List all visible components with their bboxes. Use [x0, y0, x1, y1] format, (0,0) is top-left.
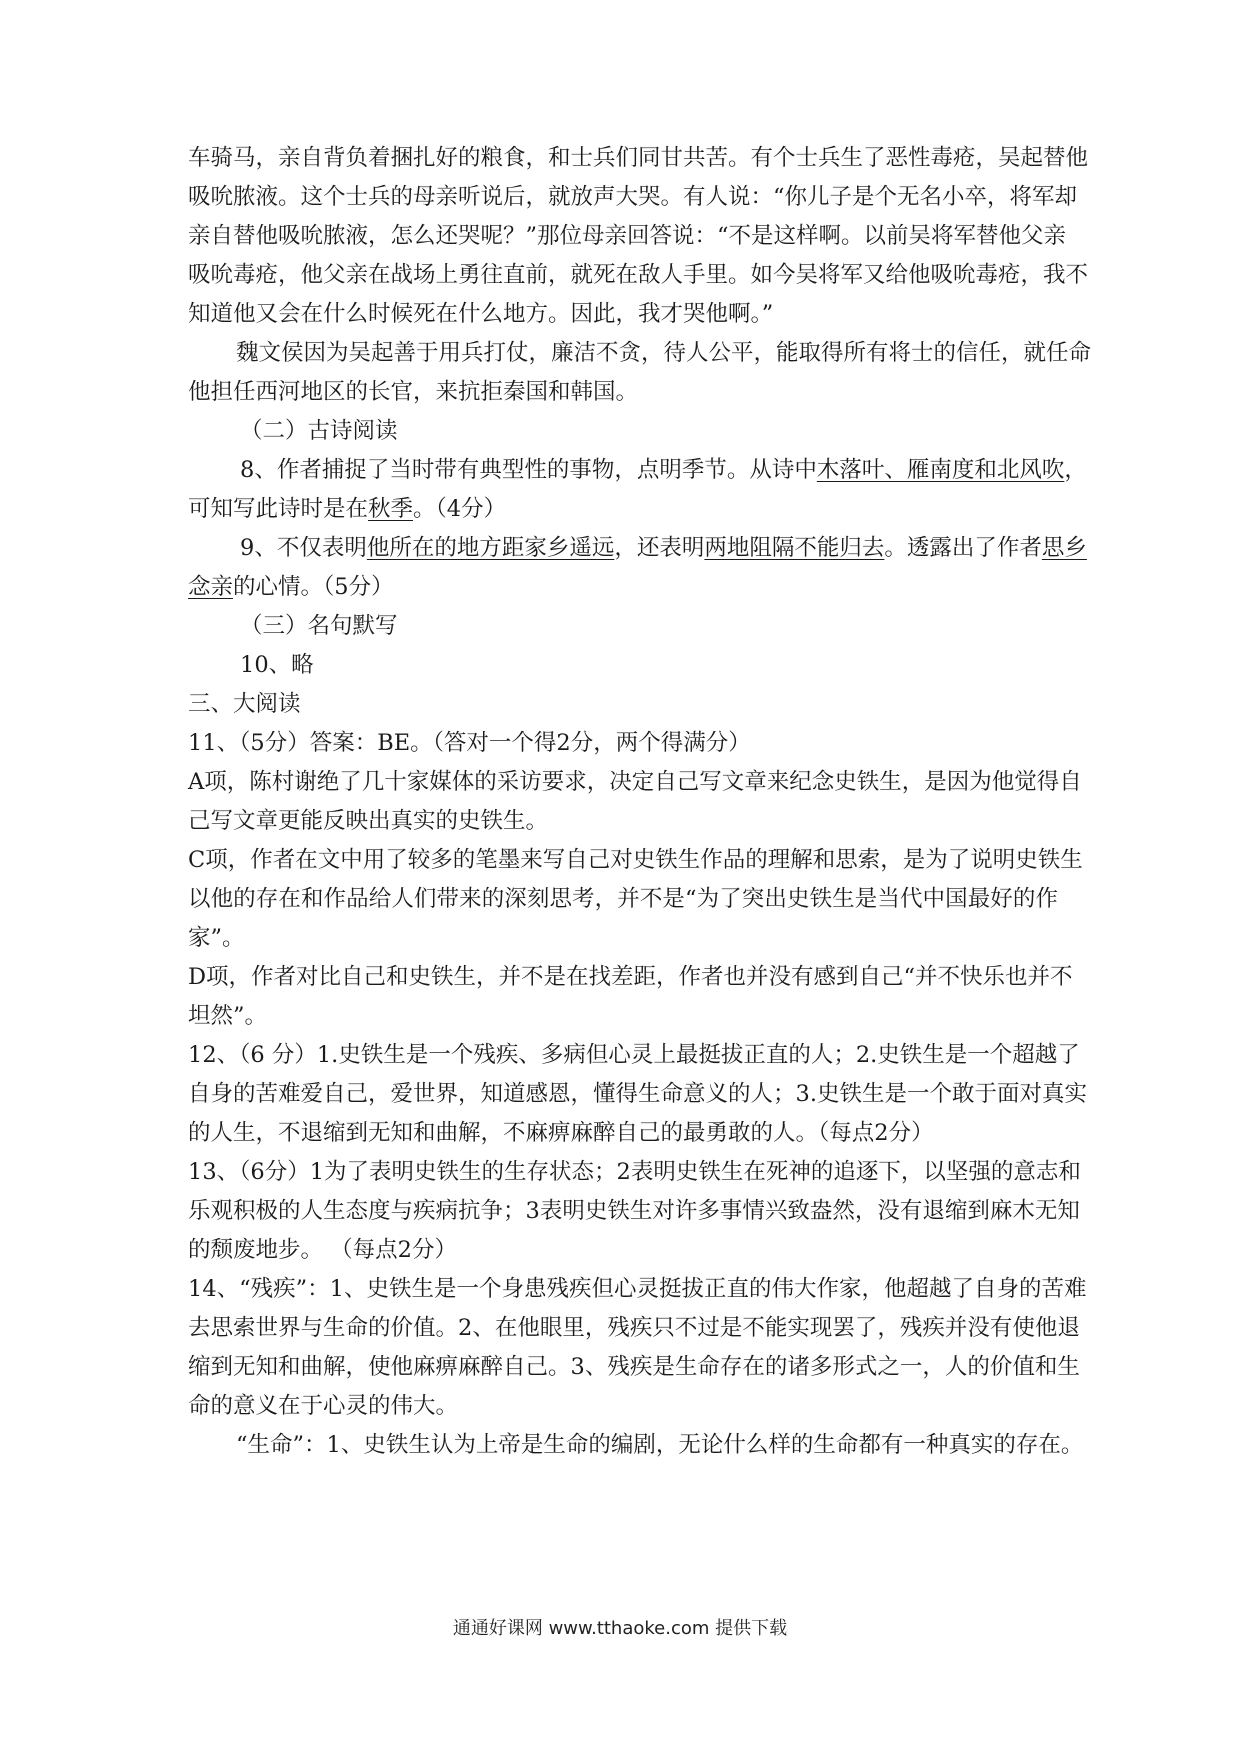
paragraph-line: 11、（5分）答案：BE。（答对一个得2分，两个得满分） [188, 730, 751, 756]
paragraph-line: 己写文章更能反映出真实的史铁生。 [188, 808, 549, 834]
answer-text: ，还表明 [614, 535, 705, 561]
answer-text: 8、作者捕捉了当时带有典型性的事物，点明季节。从诗中 [240, 457, 817, 483]
answer-9-line-2 [188, 572, 1058, 602]
answer-underlined: 念亲 [188, 574, 234, 600]
answer-8-line-1 [240, 455, 1087, 485]
paragraph-line: 去思索世界与生命的价值。2、在他眼里，残疾只不过是不能实现罢了，残疾并没有使他退 [188, 1315, 1080, 1341]
paragraph-line: 家”。 [188, 925, 245, 951]
paragraph-line: “生命”：1、史铁生认为上帝是生命的编剧，无论什么样的生命都有一种真实的存在。 [236, 1432, 1084, 1458]
paragraph-line: 乐观积极的人生态度与疾病抗争；3表明史铁生对许多事情兴致盎然，没有退缩到麻木无知 [188, 1198, 1080, 1224]
section-heading: 三、大阅读 [188, 691, 301, 717]
paragraph-line: D项，作者对比自己和史铁生，并不是在找差距，作者也并没有感到自己“并不快乐也并不 [188, 964, 1073, 990]
answer-text: 可知写此诗时是在 [188, 496, 369, 522]
paragraph-line: 他担任西河地区的长官，来抗拒秦国和韩国。 [188, 379, 639, 405]
paragraph-line: C项，作者在文中用了较多的笔墨来写自己对史铁生作品的理解和思索，是为了说明史铁生 [188, 847, 1083, 873]
answer-underlined: 思乡 [1041, 535, 1087, 561]
answer-text: 。（4分） [413, 496, 507, 522]
answer-underlined: 木落叶、雁南度和北风吹 [816, 457, 1065, 483]
paragraph-line: 命的意义在于心灵的伟大。 [188, 1393, 459, 1419]
paragraph-line: A项，陈村谢绝了几十家媒体的采访要求，决定自己写文章来纪念史铁生，是因为他觉得自 [188, 769, 1082, 795]
paragraph-line: 缩到无知和曲解，使他麻痹麻醉自己。3、残疾是生命存在的诸多形式之一，人的价值和生 [188, 1354, 1080, 1380]
paragraph-line: 13、（6分）1为了表明史铁生的生存状态；2表明史铁生在死神的追逐下，以坚强的意志和 [188, 1159, 1081, 1185]
paragraph-line: 坦然”。 [188, 1003, 268, 1029]
paragraph-line: 车骑马，亲自背负着捆扎好的粮食，和士兵们同甘共苦。有个士兵生了恶性毒疮，吴起替他 [188, 145, 1089, 171]
paragraph-line: 知道他又会在什么时候死在什么地方。因此，我才哭他啊。” [188, 301, 774, 327]
paragraph-line: 10、略 [240, 652, 314, 678]
answer-text: 。透露出了作者 [884, 535, 1042, 561]
paragraph-line: 的人生，不退缩到无知和曲解，不麻痹麻醉自己的最勇敢的人。（每点2分） [188, 1120, 934, 1146]
page-footer: 通通好课网 www.tthaoke.com 提供下载 [452, 1618, 788, 1639]
answer-8-line-2 [188, 494, 1058, 524]
paragraph-line: 亲自替他吸吮脓液，怎么还哭呢？”那位母亲回答说：“不是这样啊。以前吴将军替他父亲 [188, 223, 1067, 249]
answer-text: 的心情。（5分） [233, 574, 394, 600]
paragraph-line: 吸吮脓液。这个士兵的母亲听说后，就放声大哭。有人说：“你儿子是个无名小卒，将军却 [188, 184, 1078, 210]
paragraph-line: 的颓废地步。 （每点2分） [188, 1237, 457, 1263]
paragraph-line: 以他的存在和作品给人们带来的深刻思考，并不是“为了突出史铁生是当代中国最好的作 [188, 886, 1058, 912]
section-heading: （二）古诗阅读 [240, 418, 398, 444]
paragraph-line: 12、（6 分）1.史铁生是一个残疾、多病但心灵上最挺拔正直的人；2.史铁生是一个超越了 [188, 1042, 1080, 1068]
answer-text: 9、不仅表明 [240, 535, 367, 561]
answer-text: ， [1064, 457, 1087, 483]
answer-underlined: 两地阻隔不能归去 [704, 535, 885, 561]
answer-9-line-1 [240, 533, 1087, 563]
paragraph-line: 魏文侯因为吴起善于用兵打仗，廉洁不贪，待人公平，能取得所有将士的信任，就任命 [236, 340, 1092, 366]
answer-underlined: 他所在的地方距家乡遥远 [366, 535, 615, 561]
paragraph-line: 自身的苦难爱自己，爱世界，知道感恩，懂得生命意义的人；3.史铁生是一个敢于面对真实 [188, 1081, 1087, 1107]
paragraph-line: 吸吮毒疮，他父亲在战场上勇往直前，就死在敌人手里。如今吴将军又给他吸吮毒疮，我不 [188, 262, 1089, 288]
paragraph-line: 14、“残疾”：1、史铁生是一个身患残疾但心灵挺拔正直的伟大作家，他超越了自身的苦难 [188, 1276, 1087, 1302]
section-heading: （三）名句默写 [240, 613, 398, 639]
answer-underlined: 秋季 [368, 496, 414, 522]
